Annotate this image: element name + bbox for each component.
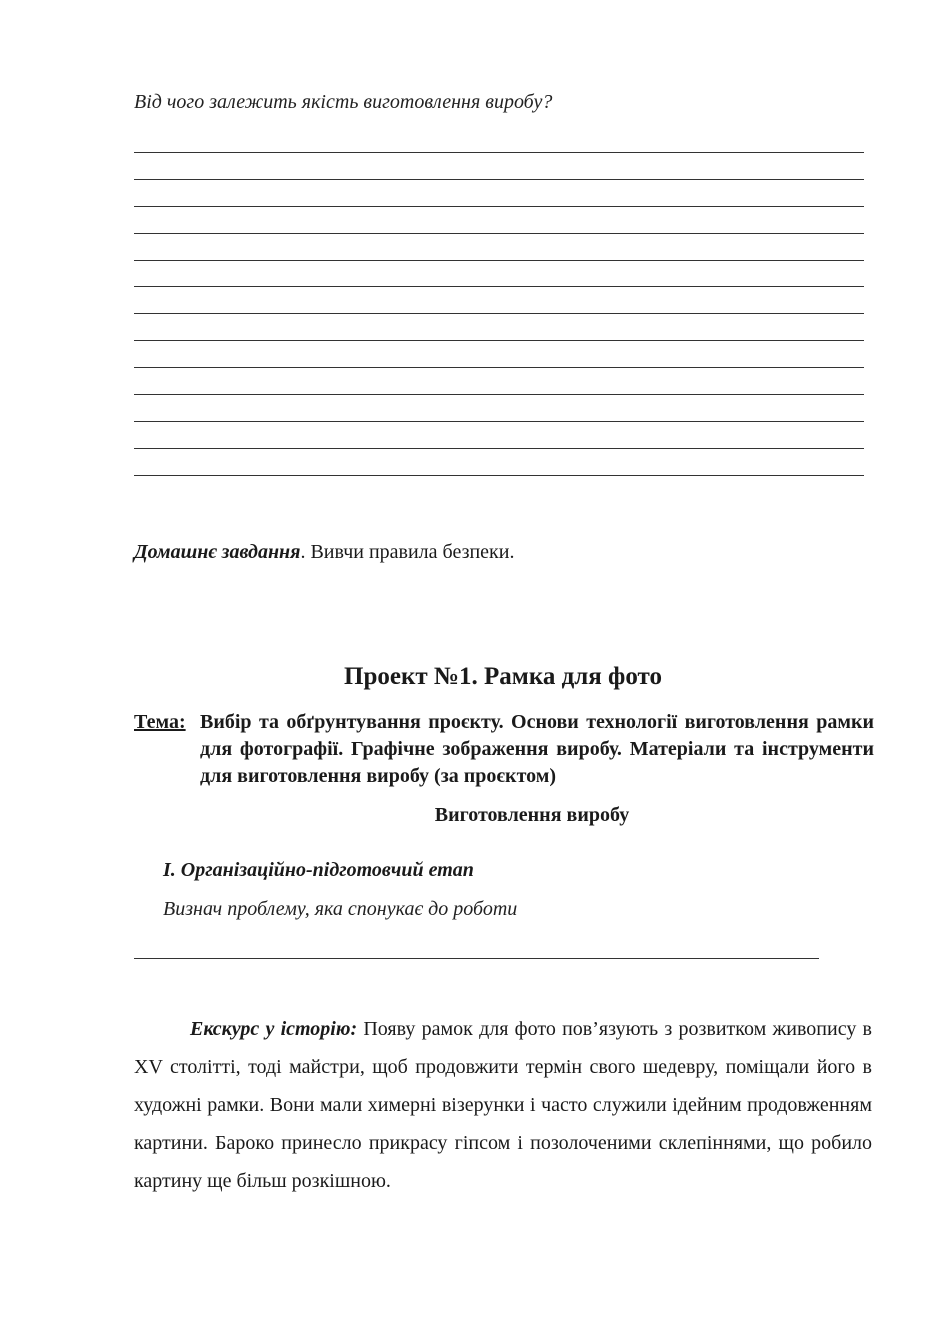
stage-heading: І. Організаційно-підготовчий етап [163,859,474,881]
project-title: Проект №1. Рамка для фото [344,663,662,690]
answer-line [134,286,864,313]
excursus-label: Екскурс у історію: [190,1018,358,1040]
answer-line [134,152,864,179]
tema-text: Вибір та обґрунтування проєкту. Основи технології виготовлення рамки для фотографії. Графічне зображення виробу. Матеріали та інструменти для виготовлення виробу (за проєктом) [200,711,874,787]
homework-label: Домашнє завдання [134,541,301,563]
answer-line [134,421,864,448]
answer-line [134,475,864,502]
problem-answer-line [134,958,819,959]
answer-lines [134,152,864,502]
answer-line [134,233,864,260]
answer-line [134,394,864,421]
answer-line [134,340,864,367]
homework [134,541,514,564]
answer-line [134,367,864,394]
answer-line [134,313,864,340]
answer-line [134,448,864,475]
answer-line [134,260,864,287]
tema-label: Тема: [134,711,186,733]
excursus-text: Появу рамок для фото пов’язують з розвитком живопису в XV столітті, тоді майстри, щоб продовжити термін свого шедевру, поміщали його в художні рамки. Вони мали химерні візерунки і часто служили ідейним продовженням картини. Бароко принесло прикрасу гіпсом і позолоченими склепіннями, що робило картину ще більш розкішною. [134,1018,872,1192]
tema-block [134,709,874,790]
excursus-paragraph [134,1010,872,1200]
answer-line [134,206,864,233]
problem-prompt: Визнач проблему, яка спонукає до роботи [163,898,518,920]
homework-text: . Вивчи правила безпеки. [300,541,515,563]
answer-line [134,179,864,206]
question-text: Від чого залежить якість виготовлення виробу? [134,91,553,113]
subtitle: Виготовлення виробу [434,804,630,826]
